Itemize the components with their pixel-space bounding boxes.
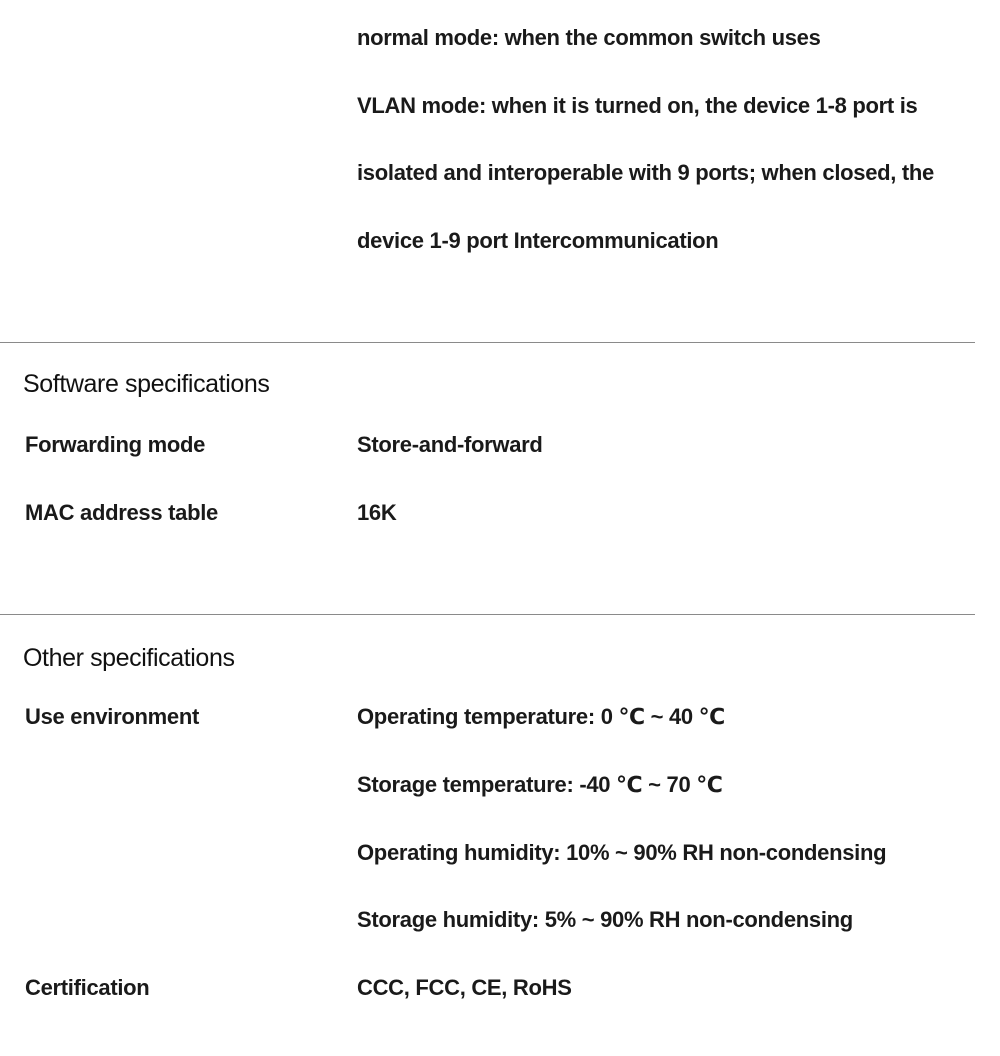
mac-table-label: MAC address table — [25, 500, 218, 525]
port-mode-line-3: isolated and interoperable with 9 ports; when closed, the — [357, 160, 934, 185]
use-environment-label: Use environment — [25, 704, 199, 729]
port-mode-line-4: device 1-9 port Intercommunication — [357, 228, 719, 253]
mac-table-value: 16K — [357, 500, 397, 525]
forwarding-mode-value: Store-and-forward — [357, 432, 543, 457]
port-mode-line-1: normal mode: when the common switch uses — [357, 25, 821, 50]
operating-temperature-value: Operating temperature: 0 ℃ ~ 40 ℃ — [357, 704, 725, 729]
port-mode-line-2: VLAN mode: when it is turned on, the device 1-8 port is — [357, 93, 918, 118]
section-divider — [0, 614, 975, 615]
section-divider — [0, 342, 975, 343]
software-section-title: Software specifications — [23, 370, 270, 398]
forwarding-mode-label: Forwarding mode — [25, 432, 206, 457]
storage-humidity-value: Storage humidity: 5% ~ 90% RH non-condensing — [357, 907, 853, 932]
operating-humidity-value: Operating humidity: 10% ~ 90% RH non-condensing — [357, 840, 887, 865]
other-section-title: Other specifications — [23, 644, 235, 672]
certification-label: Certification — [25, 975, 150, 1000]
storage-temperature-value: Storage temperature: -40 ℃ ~ 70 ℃ — [357, 772, 723, 797]
certification-value: CCC, FCC, CE, RoHS — [357, 975, 572, 1000]
